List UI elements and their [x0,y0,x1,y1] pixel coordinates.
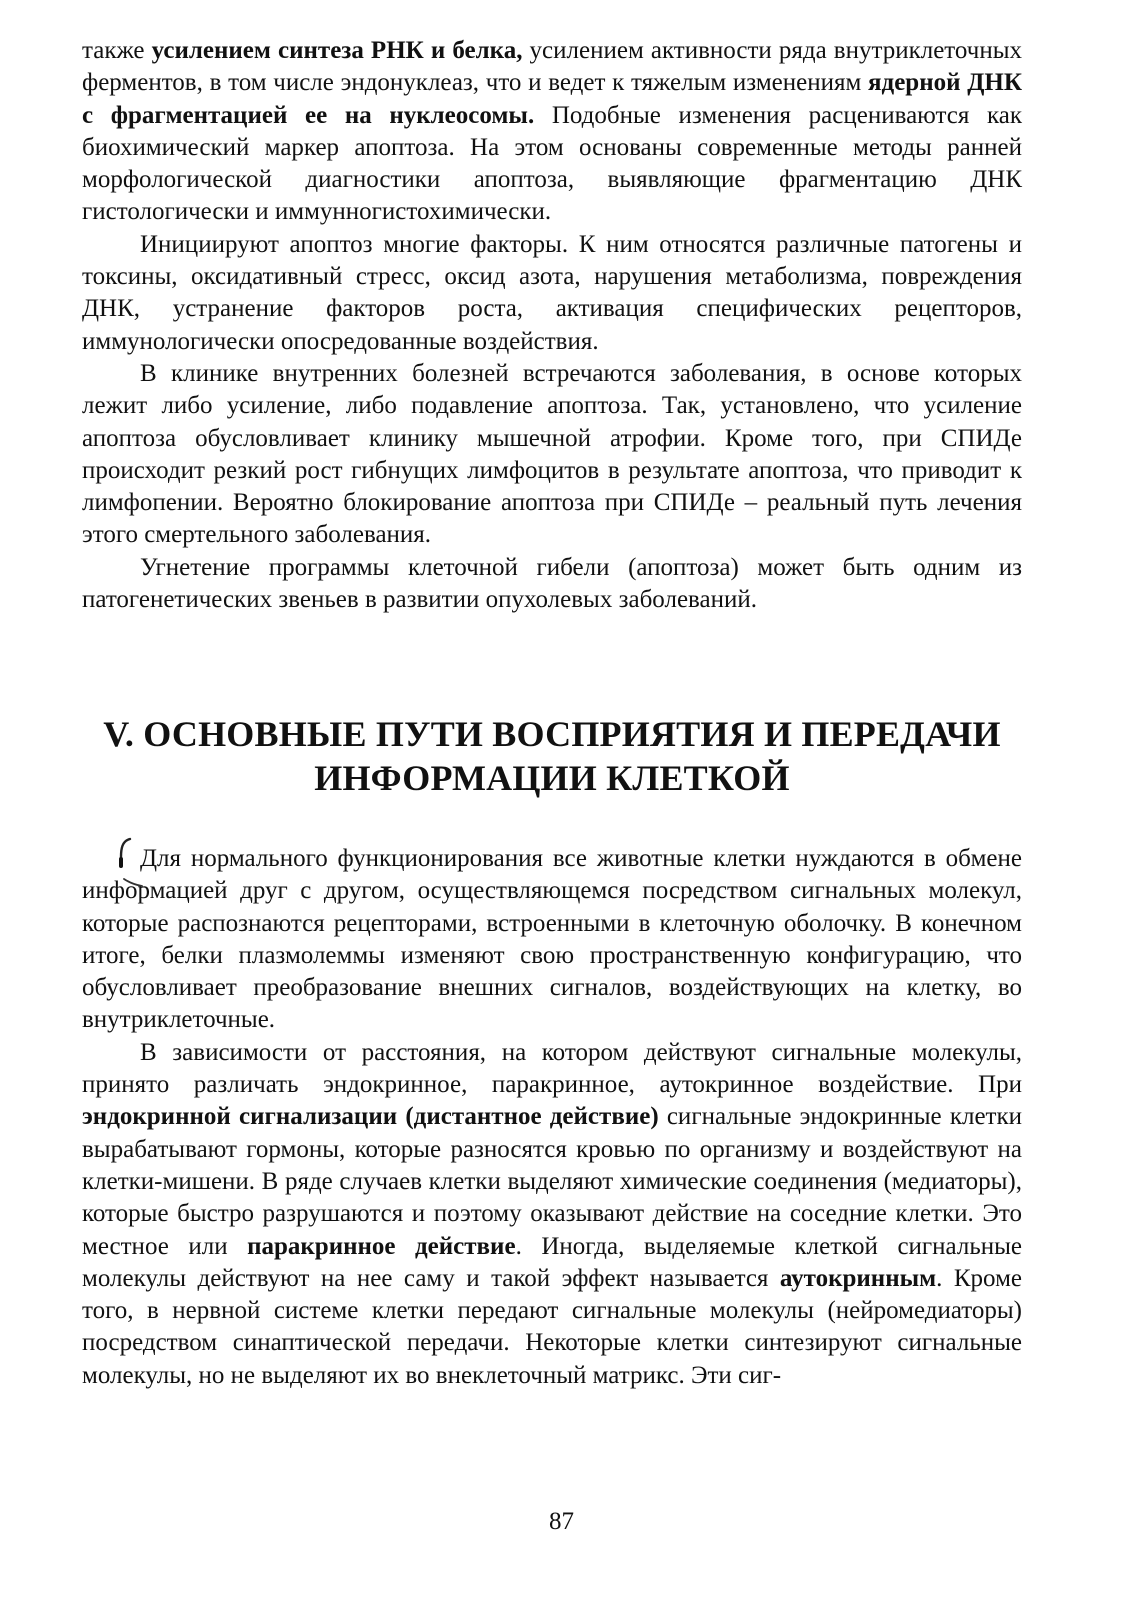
chapter-heading-line-2: ИНФОРМАЦИИ КЛЕТКОЙ [314,758,790,798]
text-segment: Подобные изменения расцениваются как биохимический маркер апоптоза. На этом основаны современные методы ранней морфологической диагностики апоптоза, выявляющие фрагментацию ДНК гистологически и иммунногистохимически. [82,101,1022,226]
bold-segment: эндокринной сигнализации (дистантное действие) [82,1103,659,1131]
text-segment: . Иногда, выделяемые клеткой сигнальные молекулы действуют на нее саму и такой эффект называется [82,1232,1023,1292]
page-number: 87 [549,1508,574,1535]
text-segment: усилением активности ряда внутриклеточных ферментов, в том числе эндонуклеаз, что и ведет к тяжелым изменениям [82,37,1023,97]
bold-segment: ядерной ДНК с фрагментацией ее на нуклеосомы. [82,69,1022,129]
text-segment: также [82,37,152,64]
text-segment: сигнальные эндокринные клетки вырабатывают гормоны, которые разносятся кровью по организму и воздействуют на клетки-мишени. В ряде случаев клетки выделяют химические соединения (медиаторы), которые быстро разрушаются и поэтому оказывают действие на соседние клетки. Это местное или [82,1103,1022,1260]
text-segment: Для нормального функционирования все животные клетки нуждаются в обмене информацией друг с другом, осуществляющемся посредством сигнальных молекул, которые распознаются рецепторами, встроенными в клеточную оболочку. В конечном итоге, белки плазмолеммы изменяют свою пространственную конфигурацию, что обусловливает преобразование внешних сигналов, воздействующих на клетку, во внутриклеточные. [82,845,1022,1034]
bold-segment: усилением синтеза РНК и белка, [151,37,523,64]
text-segment: . Кроме того, в нервной системе клетки передают сигнальные молекулы (нейромедиаторы) посредством синаптической передачи. Некоторые клетки синтезируют сигнальные молекулы, но не выделяют их во внеклеточный матрикс. Эти сиг- [82,1264,1022,1389]
paragraph-6 [82,1037,1022,1392]
text-segment: Угнетение программы клеточной гибели (апоптоза) может быть одним из патогенетических звеньев в развитии опухолевых заболеваний. [82,553,1022,614]
top-text-block [82,35,1022,616]
bottom-text-block [82,843,1022,1392]
paragraph-5 [82,843,1022,1037]
paragraph-1 [82,35,1022,229]
text-segment: В зависимости от расстояния, на котором действуют сигнальные молекулы, принято различать эндокринное, паракринное, аутокринное воздействие. При [82,1038,1022,1099]
chapter-heading-line-1: V. ОСНОВНЫЕ ПУТИ ВОСПРИЯТИЯ И ПЕРЕДАЧИ [103,714,1001,754]
bold-segment: аутокринным [779,1264,937,1292]
paragraph-4 [82,552,1022,617]
bold-segment: паракринное действие [247,1232,516,1260]
text-segment: Инициируют апоптоз многие факторы. К ним относятся различные патогены и токсины, оксидативный стресс, оксид азота, нарушения метаболизма, повреждения ДНК, устранение факторов роста, активация специфических рецепторов, иммунологически опосредованные воздействия. [82,230,1022,355]
chapter-heading [82,712,1022,800]
paragraph-2 [82,229,1022,358]
text-segment: В клинике внутренних болезней встречаются заболевания, в основе которых лежит либо усиление, либо подавление апоптоза. Так, установлено, что усиление апоптоза обусловливает клинику мышечной атрофии. Кроме того, при СПИДе происходит резкий рост гибнущих лимфоцитов в результате апоптоза, что приводит к лимфопении. Вероятно блокирование апоптоза при СПИДе – реальный путь лечения этого смертельного заболевания. [82,359,1022,549]
paragraph-3 [82,358,1022,552]
